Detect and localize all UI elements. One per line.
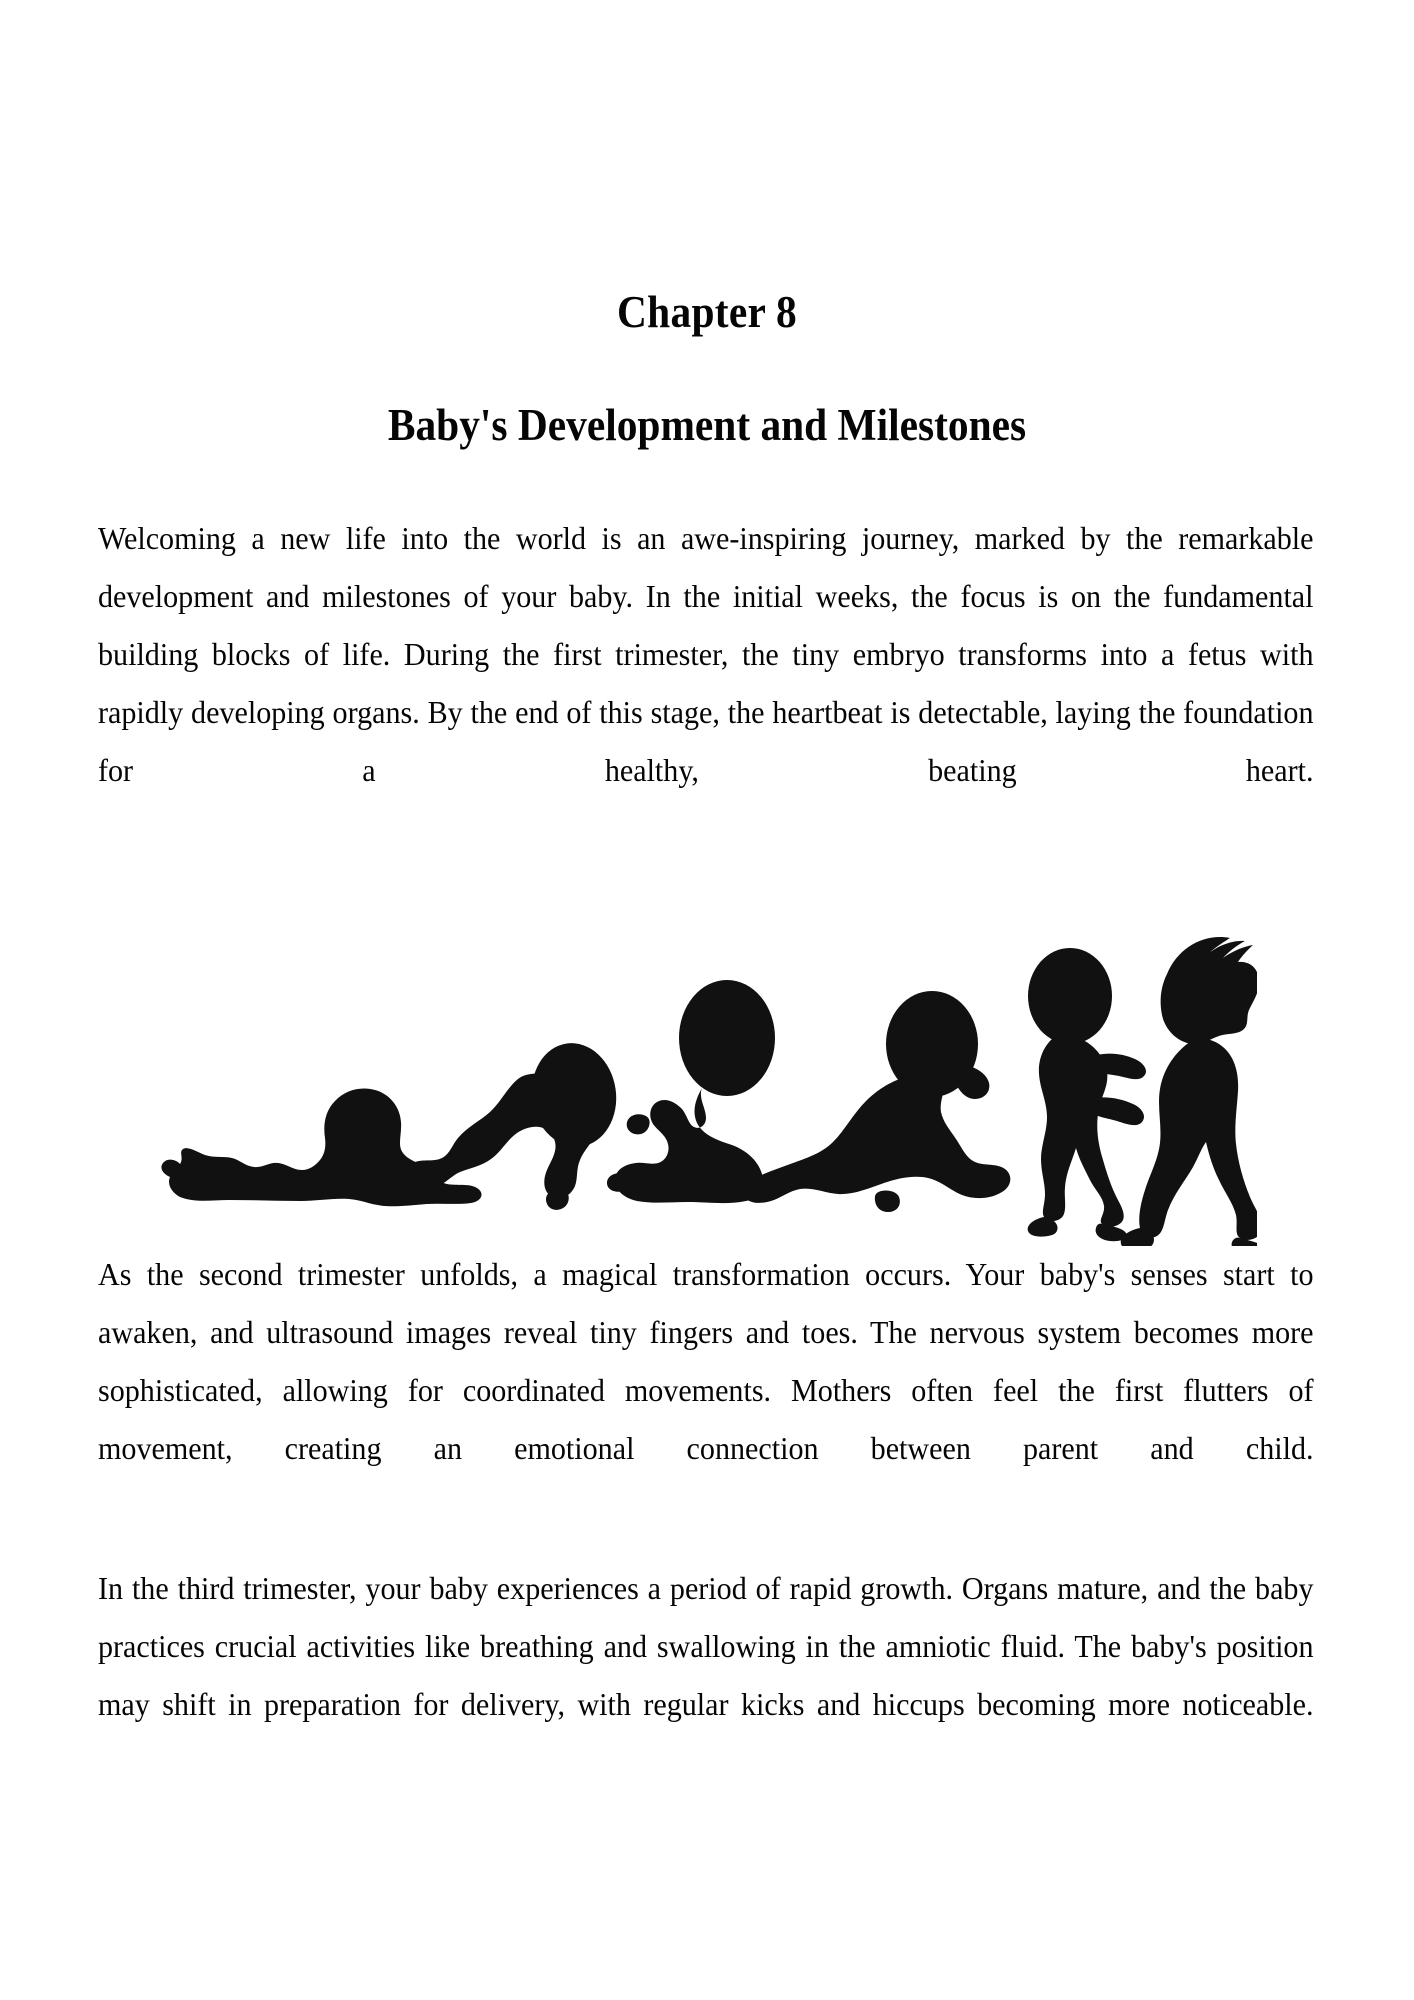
baby-stages-silhouette-graphic bbox=[157, 916, 1257, 1246]
paragraph-third-trimester: In the third trimester, your baby experiences a period of rapid growth. Organs mature, and the baby practices crucial activities like breathing and swallowing in the amniotic fluid. The baby's position may shift in preparation for delivery, with regular kicks and hiccups becoming more noticeable. bbox=[98, 1571, 1314, 1722]
baby-development-figure bbox=[98, 858, 1316, 1246]
standing-toddler-silhouette bbox=[1028, 948, 1146, 1241]
lying-on-tummy-silhouette bbox=[161, 1088, 481, 1206]
crawling-silhouette bbox=[733, 991, 1010, 1212]
page-content bbox=[98, 0, 1316, 1792]
chapter-heading: Chapter 8 bbox=[617, 287, 797, 337]
walking-child-silhouette bbox=[1121, 937, 1257, 1246]
chapter-subtitle: Baby's Development and Milestones bbox=[387, 400, 1027, 450]
paragraph-first-trimester: Welcoming a new life into the world is an awe-inspiring journey, marked by the remarkable development and milestones of your baby. In the initial weeks, the focus is on the fundamental building blocks of life. During the first trimester, the tiny embryo transforms into a fetus with rapidly developing organs. By the end of this stage, the heartbeat is detectable, laying the foundation for a healthy, beating heart. bbox=[98, 521, 1314, 788]
pushing-up-on-hands-silhouette bbox=[391, 1038, 623, 1210]
paragraph-second-trimester: As the second trimester unfolds, a magical transformation occurs. Your baby's senses start to awaken, and ultrasound images reveal tiny fingers and toes. The nervous system becomes more sophisticated, allowing for coordinated movements. Mothers often feel the first flutters of movement, creating an emotional connection between parent and child. bbox=[98, 1257, 1314, 1466]
sitting-up-silhouette bbox=[607, 980, 775, 1203]
